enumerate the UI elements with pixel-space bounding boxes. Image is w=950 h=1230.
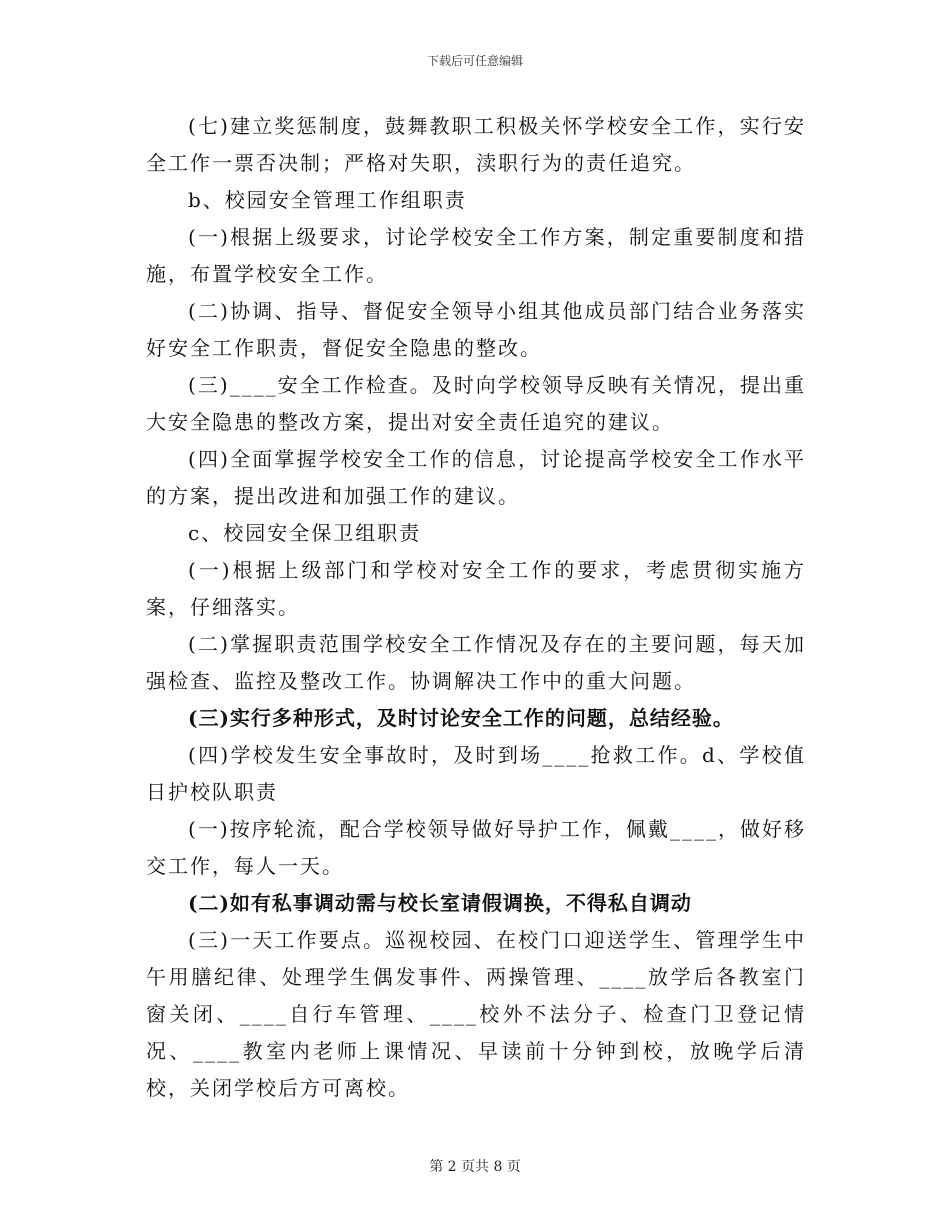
- section-heading: b、校园安全管理工作组职责: [188, 188, 467, 212]
- page-footer: 第 2 页共 8 页: [429, 1159, 521, 1175]
- section-heading: c、校园安全保卫组职责: [188, 521, 422, 545]
- page-header: 下载后可任意编辑: [426, 54, 523, 68]
- paragraph: (七)建立奖惩制度，鼓舞教职工积极关怀学校安全工作，实行安全工作一票否决制；严格对失职，渎职行为的责任追究。: [146, 114, 806, 175]
- paragraph-bold: (二)如有私事调动需与校长室请假调换，不得私自调动: [188, 891, 692, 915]
- document-body: [146, 108, 806, 1107]
- paragraph: (二)掌握职责范围学校安全工作情况及存在的主要问题，每天加强检查、监控及整改工作。协调解决工作中的重大问题。: [146, 632, 806, 693]
- paragraph: (四)全面掌握学校安全工作的信息，讨论提高学校安全工作水平的方案，提出改进和加强工作的建议。: [146, 447, 806, 508]
- paragraph: (二)协调、指导、督促安全领导小组其他成员部门结合业务落实好安全工作职责，督促安全隐患的整改。: [146, 299, 806, 360]
- paragraph: (三)一天工作要点。巡视校园、在校门口迎送学生、管理学生中午用膳纪律、处理学生偶发事件、两操管理、____放学后各教室门窗关闭、____自行车管理、____校外不法分子、检查门卫登记情况、____教室内老师上课情况、早读前十分钟到校，放晚学后清校，关闭学校后方可离校。: [146, 928, 806, 1100]
- paragraph: (三)____安全工作检查。及时向学校领导反映有关情况，提出重大安全隐患的整改方案，提出对安全责任追究的建议。: [146, 373, 806, 434]
- paragraph: (一)根据上级要求，讨论学校安全工作方案，制定重要制度和措施，布置学校安全工作。: [146, 225, 806, 286]
- paragraph: (一)按序轮流，配合学校领导做好导护工作，佩戴____，做好移交工作，每人一天。: [146, 817, 806, 878]
- paragraph: (四)学校发生安全事故时，及时到场____抢救工作。d、学校值日护校队职责: [146, 743, 806, 804]
- paragraph: (一)根据上级部门和学校对安全工作的要求，考虑贯彻实施方案，仔细落实。: [146, 558, 806, 619]
- paragraph-bold: (三)实行多种形式，及时讨论安全工作的问题，总结经验。: [188, 706, 734, 730]
